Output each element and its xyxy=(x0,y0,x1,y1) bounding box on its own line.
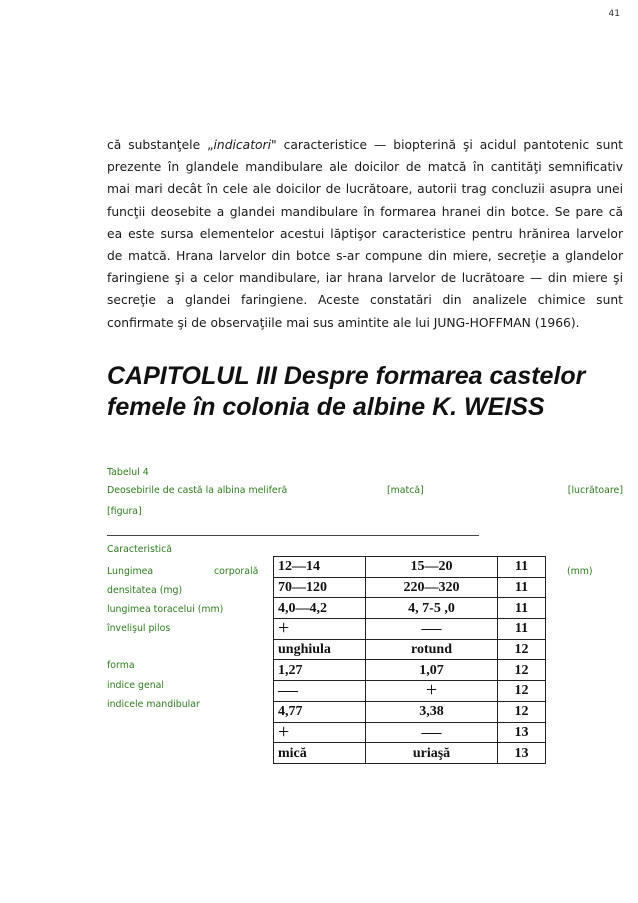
dash-sign: — xyxy=(366,722,498,743)
row-label-thorax: lungimea toracelui (mm) xyxy=(107,604,224,615)
table-row xyxy=(274,639,546,660)
table-header-queen: [matcă] xyxy=(387,485,424,496)
table-cell: 12 xyxy=(498,639,546,660)
plus-sign: + xyxy=(274,722,366,743)
row-label-density: densitatea (mg) xyxy=(107,585,183,596)
row-label-length-1: Lungimea xyxy=(107,566,154,577)
data-table xyxy=(273,556,546,764)
table-cell: 12—14 xyxy=(274,557,366,578)
dash-sign: — xyxy=(274,681,366,702)
row-label-mandibular: indicele mandibular xyxy=(107,699,200,710)
table-header-worker: [lucrătoare] xyxy=(567,485,623,496)
plus-sign: + xyxy=(366,681,498,702)
table-cell: 13 xyxy=(498,722,546,743)
paragraph-rest: " caracteristice — biopterină şi acidul pantotenic sunt prezente în glandele mandibulare ale doicilor de matcă în cantităţi semnificativ mai mari decât în cele ale doicilor de lucrătoare, autorii trag concluzii asupra unei funcţii deosebite a glandei mandibulare în formarea hranei din botce. Se pare că ea este sursa elementelor acestui lăptişor caracteristice pentru hrănirea larvelor de matcă. Hrana larvelor din botce s-ar compune din miere, secreţie a glandelor faringiene şi a celor mandibulare, iar hrana larvelor de lucrătoare — din miere şi secreţie a glandei faringiene. Aceste constatări din analizele chimice sunt confirmate şi de observaţiile mai sus amintite ale lui JUNG-HOFFMAN (1966). xyxy=(107,138,623,330)
table-cell: 15—20 xyxy=(366,557,498,578)
row-label-genal: indice genal xyxy=(107,680,165,691)
table-cell: 11 xyxy=(498,577,546,598)
table-cell: 4, 7-5 ,0 xyxy=(366,598,498,619)
row-label-hair: învelişul pilos xyxy=(107,623,171,634)
table-row xyxy=(274,743,546,764)
table-cell: 4,77 xyxy=(274,701,366,722)
table-cell: 11 xyxy=(498,619,546,640)
table-cell: rotund xyxy=(366,639,498,660)
table-row xyxy=(274,701,546,722)
dash-sign: — xyxy=(366,619,498,640)
table-cell: unghiula xyxy=(274,639,366,660)
table-cell: 1,07 xyxy=(366,660,498,681)
table-header-label: Deosebirile de castă la albina meliferă xyxy=(107,485,288,496)
length-unit: (mm) xyxy=(567,566,593,577)
table-row xyxy=(274,577,546,598)
chapter-title: CAPITOLUL III Despre formarea castelor femele în colonia de albine K. WEISS xyxy=(107,362,586,421)
divider-line xyxy=(107,535,479,536)
table-row xyxy=(274,722,546,743)
table-cell: 13 xyxy=(498,743,546,764)
paragraph-italic-term: indicatori xyxy=(213,138,272,152)
page-number: 41 xyxy=(608,9,620,19)
table-cell: 11 xyxy=(498,598,546,619)
row-label-length-2: corporală xyxy=(214,566,259,577)
table-cell: 12 xyxy=(498,660,546,681)
table-cell: 220—320 xyxy=(366,577,498,598)
table-cell: 1,27 xyxy=(274,660,366,681)
table-header-row xyxy=(107,485,623,499)
table-cell: 12 xyxy=(498,701,546,722)
plus-sign: + xyxy=(274,619,366,640)
table-cell: mică xyxy=(274,743,366,764)
characteristic-label: Caracteristică xyxy=(107,544,173,555)
paragraph-start: că substanţele „ xyxy=(107,138,214,152)
body-paragraph xyxy=(107,134,623,334)
table-row xyxy=(274,681,546,702)
table-cell: uriaşă xyxy=(366,743,498,764)
table-caption: Tabelul 4 xyxy=(107,467,149,478)
row-label-shape: forma xyxy=(107,660,135,671)
table-cell: 70—120 xyxy=(274,577,366,598)
table-row xyxy=(274,619,546,640)
figure-label: [figura] xyxy=(107,506,142,517)
table-row xyxy=(274,598,546,619)
table-cell: 12 xyxy=(498,681,546,702)
table-cell: 3,38 xyxy=(366,701,498,722)
table-row xyxy=(274,557,546,578)
table-cell: 4,0—4,2 xyxy=(274,598,366,619)
table-cell: 11 xyxy=(498,557,546,578)
table-row xyxy=(274,660,546,681)
